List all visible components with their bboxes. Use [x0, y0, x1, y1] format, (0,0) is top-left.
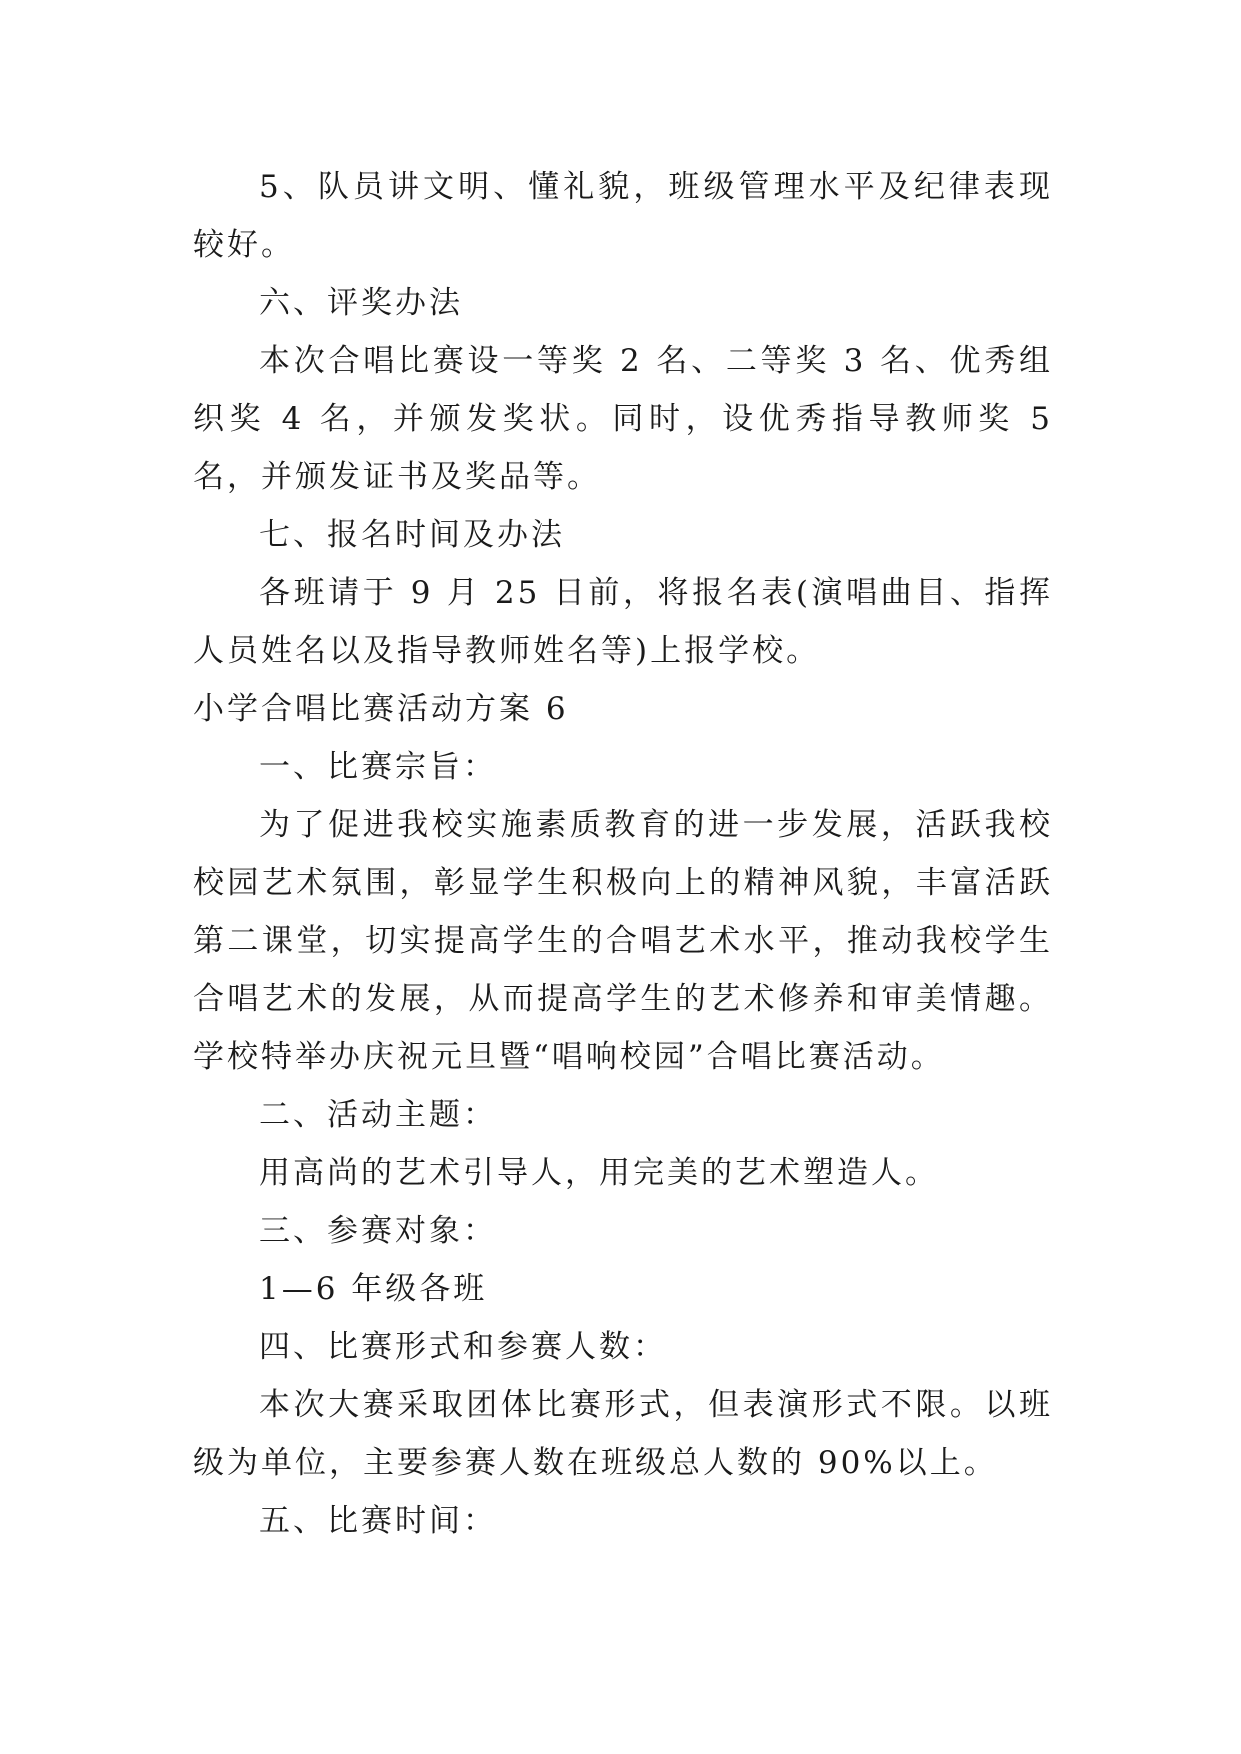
section-heading-registration: 七、报名时间及办法 — [259, 517, 565, 553]
paragraph-format: 本次大赛采取团体比赛形式，但表演形式不限。以班级为单位，主要参赛人数在班级总人数的 90%以上。 — [193, 1387, 1053, 1481]
section-heading-participants: 三、参赛对象： — [259, 1213, 497, 1249]
document-body — [193, 158, 1053, 1550]
paragraph-theme: 用高尚的艺术引导人，用完美的艺术塑造人。 — [259, 1155, 939, 1191]
plan-title: 小学合唱比赛活动方案 6 — [193, 691, 569, 727]
paragraph-purpose: 为了促进我校实施素质教育的进一步发展，活跃我校校园艺术氛围，彰显学生积极向上的精神风貌，丰富活跃第二课堂，切实提高学生的合唱艺术水平，推动我校学生合唱艺术的发展，从而提高学生的艺术修养和审美情趣。学校特举办庆祝元旦暨“唱响校园”合唱比赛活动。 — [193, 807, 1053, 1075]
paragraph-participants: 1—6 年级各班 — [259, 1271, 488, 1307]
paragraph-awards: 本次合唱比赛设一等奖 2 名、二等奖 3 名、优秀组织奖 4 名，并颁发奖状。同时，设优秀指导教师奖 5 名，并颁发证书及奖品等。 — [193, 343, 1053, 495]
section-heading-time: 五、比赛时间： — [259, 1503, 497, 1539]
section-heading-format: 四、比赛形式和参赛人数： — [259, 1329, 667, 1365]
section-heading-purpose: 一、比赛宗旨： — [259, 749, 497, 785]
section-heading-awards: 六、评奖办法 — [259, 285, 463, 321]
section-heading-theme: 二、活动主题： — [259, 1097, 497, 1133]
paragraph-conduct-criterion: 5、队员讲文明、懂礼貌，班级管理水平及纪律表现较好。 — [193, 169, 1053, 263]
paragraph-registration: 各班请于 9 月 25 日前，将报名表(演唱曲目、指挥人员姓名以及指导教师姓名等)上报学校。 — [193, 575, 1053, 669]
